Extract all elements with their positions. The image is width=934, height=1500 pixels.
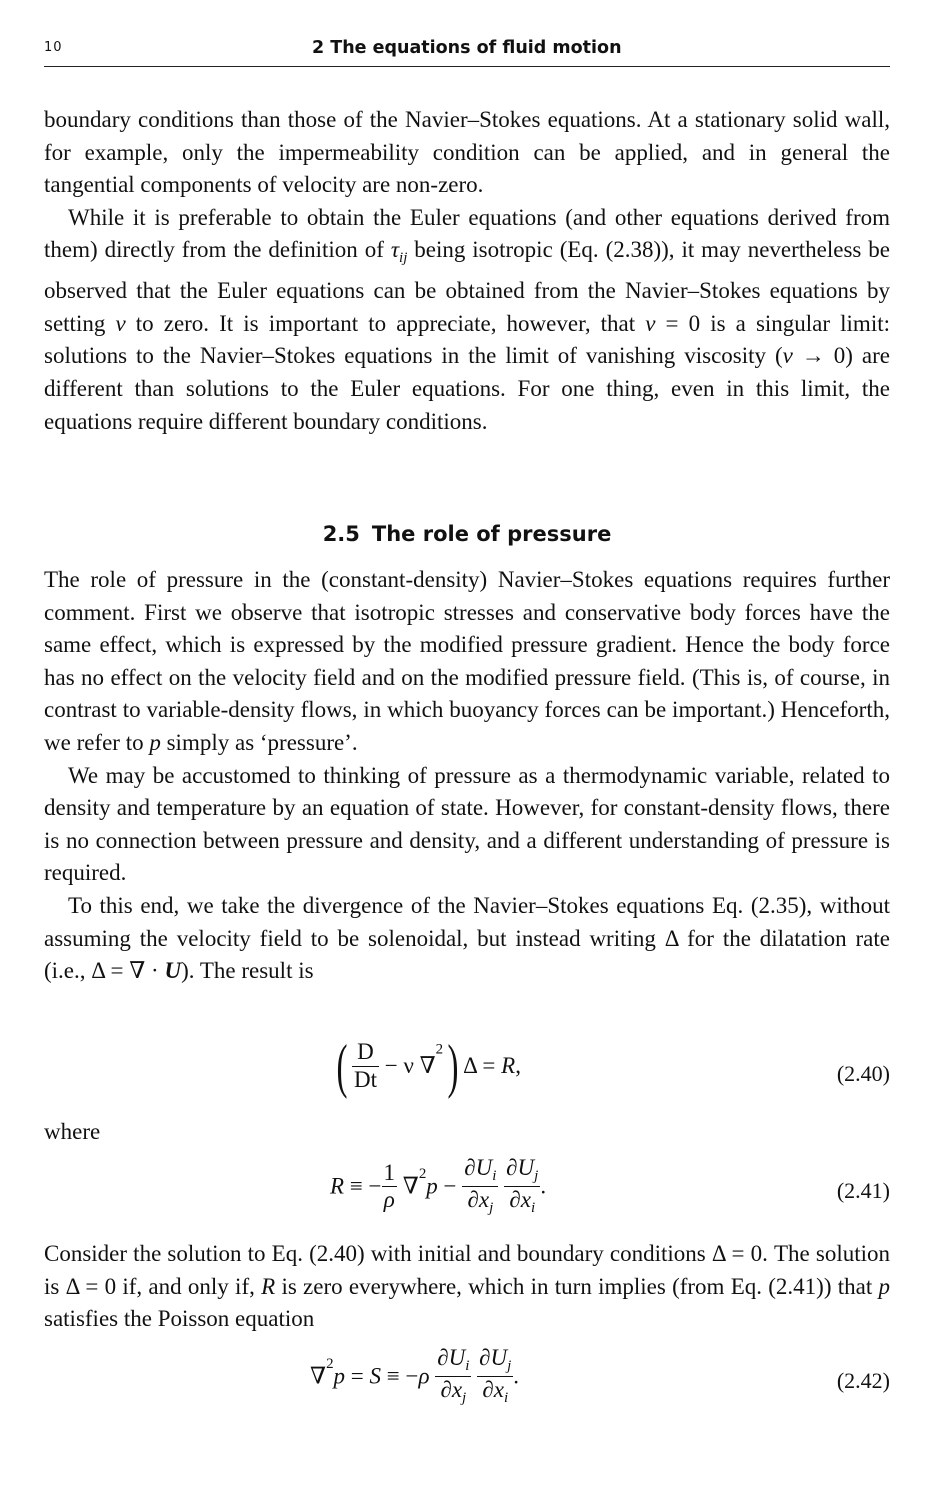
equation-label-2-41: (2.41) bbox=[836, 1178, 890, 1203]
equation-2-41 bbox=[44, 1156, 890, 1236]
paragraph-poisson: Consider the solution to Eq. (2.40) with initial and boundary conditions Δ = 0. The solution is Δ = 0 if, and only if, R is zero everywhere, which in turn implies (from Eq. (2.41)) that p satisfies the Poisson equation bbox=[44, 1241, 890, 1332]
duj-dxi-fraction-2: $\frac{\partial U_j}{\partial x_i}$ bbox=[479, 1345, 512, 1407]
equation-label-2-40: (2.40) bbox=[836, 1061, 890, 1086]
section-heading bbox=[44, 522, 890, 546]
body-text-bottom bbox=[44, 1238, 890, 1336]
section-number: 2.5 bbox=[322, 522, 360, 546]
running-title: 2 The equations of fluid motion bbox=[312, 38, 622, 58]
book-page bbox=[44, 0, 890, 1500]
equation-2-41-body: R ≡ − $\frac{1}{\rho}$ ∇$^2$p − $\frac{\partial U_i}{\partial x_j}$ $\frac{\partial U_j}{\partial x_i}$ . bbox=[330, 1155, 547, 1217]
paragraph-divergence: To this end, we take the divergence of the Navier–Stokes equations Eq. (2.35), without assuming the velocity field to be solenoidal, but instead writing Δ for the dilatation rate (i.e., Δ = ∇ · U). The result is bbox=[44, 892, 890, 984]
equation-2-40-body: ( $\frac{D}{Dt}$ − ν ∇$^2$) Δ = R, bbox=[336, 1033, 521, 1099]
section-title: The role of pressure bbox=[371, 522, 612, 546]
page-number: 10 bbox=[44, 40, 63, 55]
body-text-section bbox=[44, 564, 890, 988]
equation-2-42-body: ∇$^2$p = S ≡ −ρ $\frac{\partial U_i}{\partial x_j}$ $\frac{\partial U_j}{\partial x_i}$ . bbox=[310, 1345, 520, 1407]
material-derivative-fraction: $\frac{D}{Dt}$ bbox=[353, 1039, 377, 1092]
paragraph-role-of-pressure: The role of pressure in the (constant-density) Navier–Stokes equations requires further comment. First we observe that isotropic stresses and conservative body forces have the same effect, which is expressed by the modified pressure gradient. Hence the body force has no effect on the velocity field and on the modified pressure field. (This is, of course, in contrast to variable-density flows, in which buoyancy forces can be important.) Henceforth, we refer to p simply as ‘pressure’. bbox=[44, 567, 890, 755]
running-header bbox=[44, 38, 890, 67]
one-over-rho-fraction: $\frac{1}{\rho}$ bbox=[383, 1159, 396, 1212]
paragraph-euler: While it is preferable to obtain the Euler equations (and other equations derived from them) directly from the definition of $\tau_{ij}$ being isotropic (Eq. (2.38)), it may nevertheless be observed that the Euler equations can be obtained from the Navier–Stokes equations by setting ν to zero. It is important to appreciate, however, that ν = 0 is a singular limit: solutions to the Navier–Stokes equations in the limit of vanishing viscosity (ν → 0) are different than solutions to the Euler equations. For one thing, even in this limit, the equations require different boundary conditions. bbox=[44, 204, 890, 434]
paragraph-continuation: boundary conditions than those of the Navier–Stokes equations. At a stationary solid wall, for example, only the impermeability condition can be applied, and in general the tangential components of velocity are non-zero. bbox=[44, 107, 890, 198]
where-line: where bbox=[44, 1119, 101, 1144]
body-text-top bbox=[44, 104, 890, 438]
dui-dxj-fraction: $\frac{\partial U_i}{\partial x_j}$ bbox=[464, 1155, 497, 1217]
equation-2-40 bbox=[44, 1033, 890, 1116]
paragraph-thermodynamic: We may be accustomed to thinking of pressure as a thermodynamic variable, related to density and temperature by an equation of state. However, for constant-density flows, there is no connection between pressure and density, and a different understanding of pressure is required. bbox=[44, 762, 890, 886]
duj-dxi-fraction: $\frac{\partial U_j}{\partial x_i}$ bbox=[506, 1155, 539, 1217]
right-paren: ) bbox=[447, 1033, 459, 1099]
equation-label-2-42: (2.42) bbox=[836, 1368, 890, 1393]
left-paren: ( bbox=[336, 1033, 348, 1099]
equation-2-42 bbox=[44, 1346, 890, 1426]
dui-dxj-fraction-2: $\frac{\partial U_i}{\partial x_j}$ bbox=[437, 1345, 470, 1407]
